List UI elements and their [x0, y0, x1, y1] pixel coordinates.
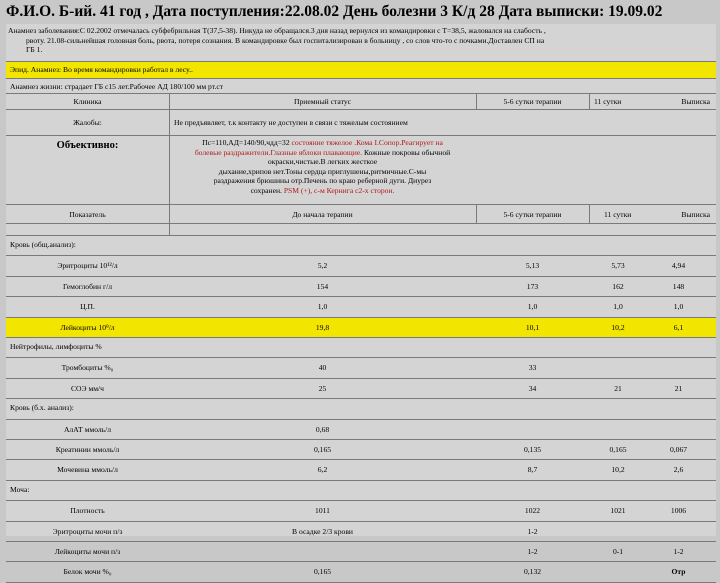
blood-row-value: 1,0 [317, 302, 328, 312]
anamnesis-line: ГБ 1. [26, 45, 43, 54]
rule [6, 235, 716, 236]
blood-row-value: 10,2 [611, 322, 625, 332]
platelet-row-label: Тромбоциты %₀ [61, 363, 114, 373]
biochem-row-value: 0,067 [669, 445, 688, 454]
biochem-row-value: 6,2 [317, 465, 328, 475]
clinic-col-day11: 11 сутки [594, 97, 622, 106]
biochem-row-value: 10,2 [611, 465, 625, 475]
blood-row-label: Лейкоциты 10⁹/л [60, 322, 115, 332]
labs-col-day5: 5-6 сутки терапии [503, 210, 562, 219]
urine-row-value: 1-2 [527, 526, 538, 536]
complaints-text: Не предъявляет, т.к контакту не доступен в связи с тяжелым состоянием [174, 118, 408, 127]
rule [6, 276, 716, 277]
biochem-row-value: 2,6 [673, 465, 684, 475]
urine-row-label: Плотность [70, 506, 105, 516]
blood-row-label: Эритроциты 10¹²/л [57, 261, 118, 271]
anamnesis-line: рвоту. 21.08-сильнейшая головная боль, рвота, потеря сознания. В командировке был госпитализирован в больницу , со слов что-то с почками.Доставлен СП на [26, 35, 545, 45]
platelet-row-value: 40 [318, 363, 327, 373]
blood-row-value: 10,1 [525, 322, 540, 332]
section-label: Нейтрофилы, лимфоциты % [10, 342, 102, 351]
urine-row-label: Лейкоциты мочи п/з [54, 547, 121, 556]
urine-row-value: 1021 [610, 506, 626, 516]
biochem-row-label: Мочевина ммоль/л [57, 465, 118, 475]
biochem-row-label: Креатинин ммоль/л [55, 445, 120, 454]
objective-line: сохранен. РSМ (+), с-м Кернига с2-х сторон. [250, 185, 395, 195]
clinic-col-admission: Приемный статус [294, 97, 351, 106]
labs-col-day11: 11 сутки [604, 210, 632, 219]
blood-row-label: Ц.П. [80, 302, 95, 312]
blood-row-value: 6,1 [673, 322, 684, 332]
clinic-col-day5: 5-6 сутки терапии [503, 97, 562, 106]
rule [6, 500, 716, 501]
section-label: Кровь (общ.анализ): [10, 240, 76, 249]
rule [6, 78, 716, 79]
labs-col-discharge: Выписка [681, 210, 710, 219]
rule [6, 439, 716, 440]
rule [6, 480, 716, 481]
urine-row-value: 0,132 [523, 567, 542, 577]
urine-row-value: 1022 [524, 506, 541, 516]
labs-col-parameter: Показатель [69, 210, 106, 219]
rule [6, 357, 716, 358]
blood-row-value: 162 [612, 281, 624, 291]
biochem-row-value: 0,165 [609, 445, 627, 454]
urine-row-value: 1006 [670, 506, 687, 516]
rule [6, 296, 716, 297]
rule [6, 204, 716, 205]
biochem-row-value: 0,165 [313, 445, 332, 454]
rule [6, 541, 716, 542]
biochem-row-value: 8,7 [527, 465, 538, 475]
case-sheet [6, 24, 716, 577]
anamnesis-disease [8, 26, 714, 55]
rule [6, 459, 716, 460]
life-anamnesis: Анамнез жизни: страдает ГБ с15 лет.Рабочее АД 180/100 мм рт.ст [10, 82, 224, 91]
urine-row-value: 1-2 [527, 547, 538, 556]
objective-line: раздражения брюшины отр.Печень по краю реберной дуги. Диурез [213, 176, 432, 185]
rule [6, 561, 716, 562]
urine-row-value: 0,165 [313, 567, 332, 577]
biochem-row-value: 0,68 [315, 424, 330, 434]
anamnesis-line: Анамнез заболевания:С 02.2002 отмечалась субфебрильная Т(37,5-38). Никуда не обращался.3 дня назад вернулся из командировки с Т=38,5, жаловался на слабость , [8, 26, 546, 35]
blood-row-value: 173 [526, 281, 539, 291]
clinic-col-discharge: Выписка [681, 97, 710, 106]
rule [6, 93, 716, 94]
objective-line: дыхание,хрипов нет.Тоны сердца приглушены,ритмичные.С-мы [218, 166, 427, 176]
section-label: Моча: [10, 484, 30, 494]
complaints-label: Жалобы: [73, 118, 102, 127]
section-label: Кровь (б.х. анализ): [10, 403, 74, 413]
biochem-row-label: АлАТ ммоль/л [63, 424, 112, 434]
blood-row-value: 19,8 [315, 322, 330, 332]
rule [6, 419, 716, 420]
blood-row-value: 5,13 [525, 261, 540, 271]
clinic-col-label: Клиника [73, 97, 102, 106]
platelet-row-value: 21 [674, 383, 683, 393]
rule [6, 255, 716, 256]
blood-row-value: 5,73 [611, 261, 625, 271]
objective-line: Пс=110,АД=140/90,чдд=32 состояние тяжелое .Кома I.Сопор.Реагирует на [202, 138, 443, 147]
blood-row-value: 1,0 [613, 302, 623, 312]
rule [6, 378, 716, 379]
platelet-row-label: СОЭ мм/ч [70, 383, 104, 393]
platelet-row-value: 21 [614, 383, 622, 393]
rule [6, 337, 716, 338]
platelet-row-value: 25 [318, 383, 327, 393]
blood-row-label: Гемоглобин г/л [62, 281, 112, 291]
urine-row-label: Белок мочи %₀ [63, 567, 112, 577]
labs-col-before: До начала терапии [292, 210, 353, 219]
rule [6, 398, 716, 399]
objective-text [169, 138, 476, 195]
rule [6, 135, 716, 136]
patient-header: Ф.И.О. Б-ий. 41 год , Дата поступления:22.08.02 День болезни 3 К/д 28 Дата выписки: 19.09.02 [6, 3, 663, 20]
blood-row-value: 5,2 [317, 261, 328, 271]
blood-row-value: 148 [672, 281, 685, 291]
blood-row-value: 4,94 [671, 261, 686, 271]
platelet-row-value: 33 [528, 363, 537, 373]
blood-row-value: 1,0 [673, 302, 684, 312]
objective-label: Объективно: [56, 140, 119, 151]
urine-row-value: 0-1 [612, 547, 624, 556]
blood-row-value: 1,0 [527, 302, 538, 312]
urine-row-label: Эритроциты мочи п/з [52, 526, 123, 536]
urine-row-value: В осадке 2/3 крови [292, 526, 353, 536]
urine-row-value: Отр [671, 567, 686, 577]
objective-line: болевые раздражители.Глазные яблоки плавающие. Кожные покровы обычной окраски,чистые.В легких жесткое [194, 147, 451, 166]
rule [6, 109, 716, 110]
urine-row-value: 1011 [315, 506, 330, 516]
blood-row-value: 154 [316, 281, 329, 291]
rule [6, 223, 716, 224]
platelet-row-value: 34 [528, 383, 537, 393]
biochem-row-value: 0,135 [523, 445, 542, 454]
rule [6, 521, 716, 522]
epid-anamnesis: Эпид. Анамнез: Во время командировки работал в лесу.. [6, 62, 716, 78]
urine-row-value: 1-2 [673, 547, 684, 556]
